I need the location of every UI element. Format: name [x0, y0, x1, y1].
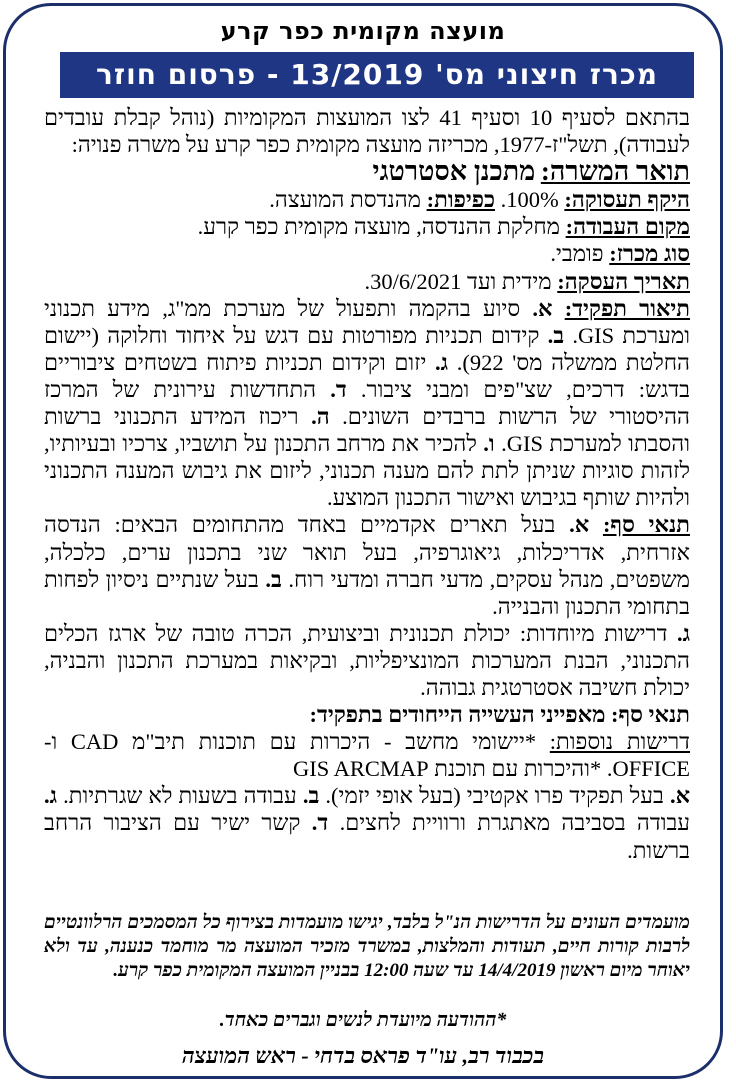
- prereq-item-letter: א.: [569, 512, 590, 538]
- job-item-letter: ד.: [330, 376, 347, 402]
- char-item-letter: ג.: [44, 783, 58, 809]
- tender-type-value: פומבי.: [550, 241, 604, 267]
- job-item-letter: ו.: [483, 431, 495, 457]
- prereq-item-letter: ג.: [676, 620, 690, 646]
- gender-note: *ההודעה מיועדת לנשים וגברים כאחד.: [219, 1010, 507, 1031]
- position-title-row: [44, 158, 690, 186]
- char-item-text: עבודה בסביבה מאתגרת ורוויית לחצים.: [339, 810, 691, 836]
- extra-requirements-text: *והיכרות עם תוכנת GIS ARCMAP: [293, 756, 602, 782]
- prerequisites-paragraph: [44, 511, 690, 619]
- workplace-value: מחלקת ההנדסה, מועצה מקומית כפר קרע.: [197, 214, 561, 240]
- prerequisites-label: תנאי סף:: [602, 512, 691, 538]
- prereq-item-text: בעל תארים אקדמיים באחד מהתחומים הבאים: הנדסה אזרחית, אדריכלות, גיאוגרפיה, בעל תואר שני בתכנון ערים, כלכלה, משפטים, מנהל עסקים, מדעי חברה ומדעי רוח.: [44, 512, 691, 592]
- signature-line: בכבוד רב, עו"ד פראס בדחי - ראש המועצה: [181, 1043, 545, 1068]
- intro-paragraph: בהתאם לסעיף 10 וסעיף 41 לצו המועצות המקומיות (נוהל קבלת עובדים לעבודה), תשל"ז-1977, מכריזה מועצה מקומית כפר קרע על משרה פנויה:: [44, 105, 690, 158]
- job-item-text: יזום וקידום תכניות פיתוח בשטחים ציבוריים בדגש: דרכים, שצ"פים ומבני ציבור.: [44, 349, 691, 402]
- scope-value: 100%.: [500, 187, 559, 213]
- job-item-letter: ה.: [311, 404, 330, 430]
- subordination-value: מהנדסת המועצה.: [269, 187, 421, 213]
- job-description-paragraph: [44, 295, 690, 512]
- prereq-item-text: דרישות מיוחדות: יכולת תכנונית וביצועית, הכרה טובה של ארגז הכלים התכנוני, הבנת המערכות המונציפליות, ובקיאות במערכת התכנון והבניה, יכולת חשיבה אסטרטגית גבוהה.: [44, 620, 690, 700]
- position-title-value: מתכנן אסטרטגי: [372, 156, 536, 187]
- job-item-text: קידום תכניות מפורטות עם דגש על איחוד וחלוקה (יישום החלטת ממשלה מס' 922).: [44, 322, 690, 375]
- submission-paragraph: מועמדים העונים על הדרישות הנ"ל בלבד, יגישו מועמדות בצירוף כל המסמכים הרלוונטיים לרבות קורות חיים, תעודות והמלצות, במשרד מזכיר המועצה מר מוחמד כנענה, עד ולא יאוחר מיום ראשון 14/4/2019 עד שעה 12:00 בבניין המועצה המקומית כפר קרע.: [44, 912, 690, 981]
- subordination-label: כפיפות:: [426, 187, 495, 213]
- scope-label: היקף תעסוקה:: [564, 187, 690, 213]
- employment-date-value: מידית ועד 30/6/2021.: [364, 268, 552, 294]
- workplace-label: מקום העבודה:: [565, 214, 690, 240]
- char-item-letter: ב.: [302, 783, 320, 809]
- extra-requirements-paragraph: [44, 728, 690, 782]
- notice-body: [44, 104, 690, 864]
- position-title-label: תואר המשרה:: [540, 156, 690, 187]
- prereq-item-letter: ב.: [265, 566, 282, 592]
- char-item-text: קשר ישיר עם הציבור הרחב ברשות.: [44, 810, 690, 863]
- job-item-letter: א.: [532, 295, 553, 321]
- job-item-text: להכיר את מרחב התכנון על תושביו, צרכיו ובעיותיו, לזהות סוגיות שניתן לתת להם מענה תכנוני, ליזום את גיבוש המענה התכנוני ולהיות שותף בגיבוש ואישור התכנון המוצע.: [44, 431, 690, 511]
- job-description-label: תיאור תפקיד:: [564, 295, 691, 321]
- special-requirements-paragraph: [44, 620, 690, 701]
- tender-notice: [3, 3, 723, 1079]
- job-item-text: התחדשות עירונית של המרכז ההיסטורי של הרשות ברבדים השונים.: [44, 376, 690, 430]
- extra-requirements-label: דרישות נוספות:: [549, 729, 691, 755]
- characteristics-heading: [44, 701, 690, 728]
- employment-date-row: [44, 268, 690, 295]
- job-item-text: סיוע בהקמה ותפעול של מערכת ממ"ג, מידע תכנוני ומערכת GIS.: [44, 295, 691, 348]
- scope-row: [44, 186, 690, 213]
- characteristics-paragraph: [44, 782, 690, 863]
- char-item-letter: ד.: [311, 810, 329, 836]
- job-item-text: ריכוז המידע התכנוני ברשות והסבתו למערכת GIS.: [44, 404, 691, 457]
- char-item-text: בעל תפקיד פרו אקטיבי (בעל אופי יזמי).: [325, 783, 664, 809]
- job-item-letter: ב.: [547, 322, 565, 348]
- char-item-letter: א.: [669, 783, 691, 809]
- tender-type-row: [44, 240, 690, 267]
- tender-title-banner: מכרז חיצוני מס' 13/2019 - פרסום חוזר: [60, 52, 694, 98]
- extra-requirements-text: *יישומי מחשב - היכרות עם תוכנות תיב"מ CAD ו-OFFICE.: [44, 729, 690, 782]
- employment-date-label: תאריך העסקה:: [557, 268, 690, 294]
- prereq-item-text: בעל שנתיים ניסיון לפחות בתחומי התכנון והבנייה.: [44, 566, 690, 619]
- char-item-text: עבודה בשעות לא שגרתיות.: [63, 783, 297, 809]
- workplace-row: [44, 213, 690, 240]
- tender-type-label: סוג מכרז:: [609, 241, 690, 267]
- job-item-letter: ג.: [435, 349, 449, 375]
- characteristics-label: תנאי סף: מאפייני העשייה הייחודים בתפקיד:: [309, 702, 690, 728]
- authority-name: מועצה מקומית כפר קרע: [220, 17, 506, 45]
